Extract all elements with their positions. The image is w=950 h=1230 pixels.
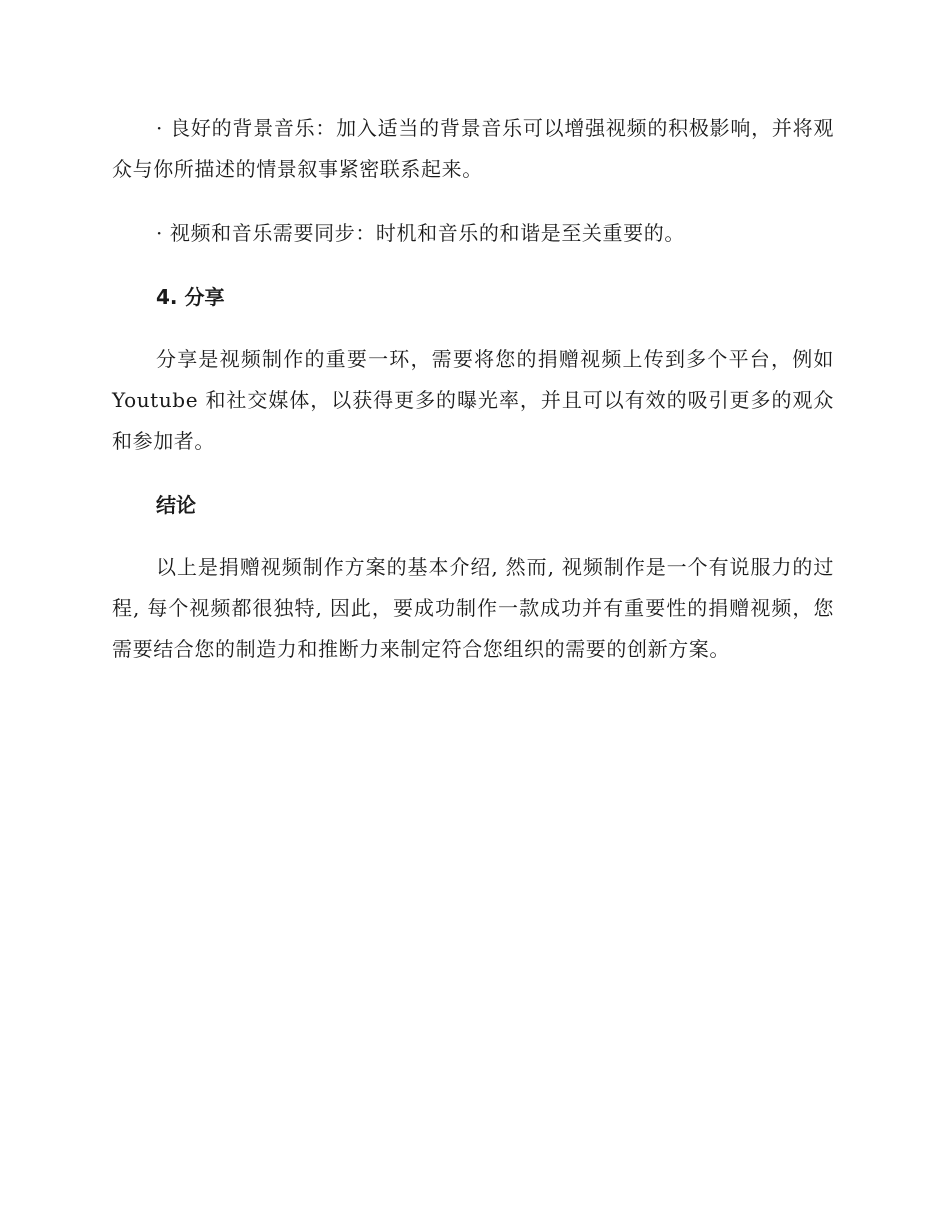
document-page — [112, 108, 834, 693]
bullet-video-music-sync: · 视频和音乐需要同步：时机和音乐的和谐是至关重要的。 — [156, 221, 685, 245]
conclusion-paragraph: 以上是捐赠视频制作方案的基本介绍, 然而, 视频制作是一个有说服力的过程, 每个视频都很独特, 因此，要成功制作一款成功并有重要性的捐赠视频，您需要结合您的制造力和推断力来制定符合您组织的需要的创新方案。 — [112, 555, 834, 661]
conclusion-heading: 结论 — [156, 493, 196, 517]
bullet-background-music: · 良好的背景音乐：加入适当的背景音乐可以增强视频的积极影响，并将观众与你所描述的情景叙事紧密联系起来。 — [112, 116, 834, 181]
section-share-paragraph: 分享是视频制作的重要一环，需要将您的捐赠视频上传到多个平台，例如 Youtube 和社交媒体，以获得更多的曝光率，并且可以有效的吸引更多的观众和参加者。 — [112, 347, 834, 453]
section-share-heading: 4. 分享 — [156, 285, 225, 309]
